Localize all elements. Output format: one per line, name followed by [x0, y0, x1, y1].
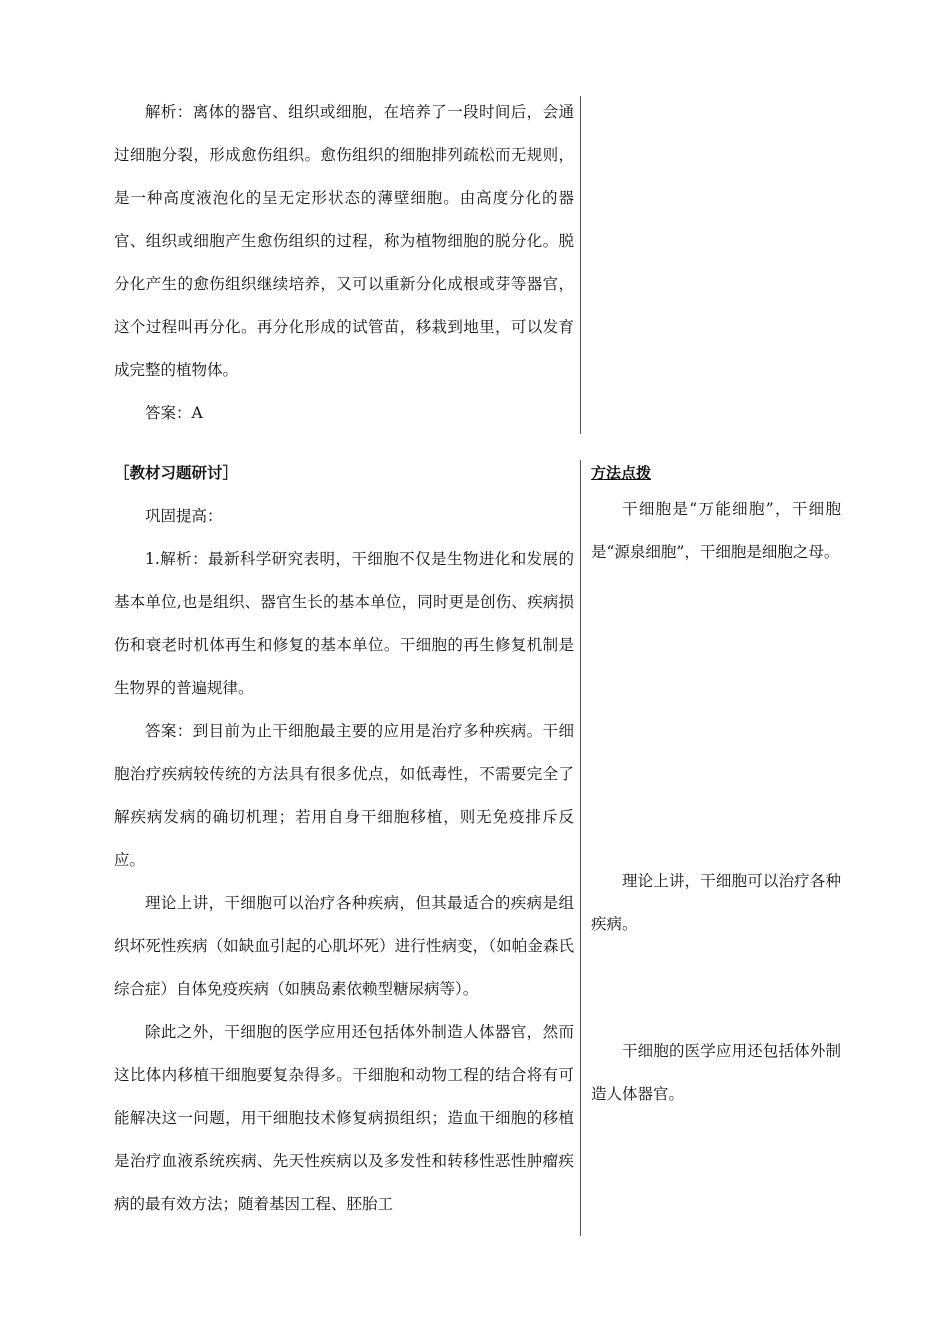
- answer-line: 答案：A: [145, 404, 203, 422]
- q1-analysis-paragraph: 1.解析：最新科学研究表明，干细胞不仅是生物进化和发展的基本单位,也是组织、器官生长的基本单位，同时更是创伤、疾病损伤和衰老时机体再生和修复的基本单位。干细胞的再生修复机制是生物界的普遍规律。: [114, 550, 574, 697]
- section-heading: ［教材习题研讨］: [114, 463, 239, 482]
- column-divider-bottom: [580, 460, 581, 1236]
- sidebar-note-3: 干细胞的医学应用还包括体外制造人体器官。: [591, 1042, 841, 1103]
- besides-paragraph: 除此之外，干细胞的医学应用还包括体外制造人体器官，然而这比体内移植干细胞要复杂得多。干细胞和动物工程的结合将有可能解决这一问题，用干细胞技术修复病损组织；造血干细胞的移植是治疗血液系统疾病、先天性疾病以及多发性和转移性恶性肿瘤疾病的最有效方法；随着基因工程、胚胎工: [114, 1023, 574, 1213]
- exercise-section: [114, 459, 574, 1226]
- analysis-paragraph: 解析：离体的器官、组织或细胞，在培养了一段时间后，会通过细胞分裂，形成愈伤组织。愈伤组织的细胞排列疏松而无规则，是一种高度液泡化的呈无定形状态的薄壁细胞。由高度分化的器官、组织或细胞产生愈伤组织的过程，称为植物细胞的脱分化。脱分化产生的愈伤组织继续培养，又可以重新分化成根或芽等器官，这个过程叫再分化。再分化形成的试管苗，移栽到地里，可以发育成完整的植物体。: [114, 103, 574, 379]
- top-analysis-block: [114, 91, 574, 435]
- sidebar-note-1-wrap: [591, 488, 841, 574]
- sidebar-note-2-wrap: [591, 860, 841, 946]
- theory-paragraph: 理论上讲，干细胞可以治疗各种疾病，但其最适合的疾病是组织坏死性疾病（如缺血引起的心肌坏死）进行性病变，（如帕金森氏综合症）自体免疫疾病（如胰岛素依赖型糖尿病等）。: [114, 894, 574, 998]
- sidebar-note-3-wrap: [591, 1030, 841, 1116]
- sidebar-heading: 方法点拨: [591, 464, 652, 482]
- sidebar-note-1: 干细胞是“万能细胞”，干细胞是“源泉细胞”，干细胞是细胞之母。: [591, 500, 841, 561]
- sidebar-heading-wrap: [591, 459, 841, 487]
- subheading: 巩固提高：: [145, 507, 223, 525]
- column-divider-top: [580, 96, 581, 434]
- sidebar-note-2: 理论上讲，干细胞可以治疗各种疾病。: [591, 872, 841, 933]
- q1-answer-paragraph: 答案：到目前为止干细胞最主要的应用是治疗多种疾病。干细胞治疗疾病较传统的方法具有很多优点，如低毒性，不需要完全了解疾病发病的确切机理；若用自身干细胞移植，则无免疫排斥反应。: [114, 722, 574, 869]
